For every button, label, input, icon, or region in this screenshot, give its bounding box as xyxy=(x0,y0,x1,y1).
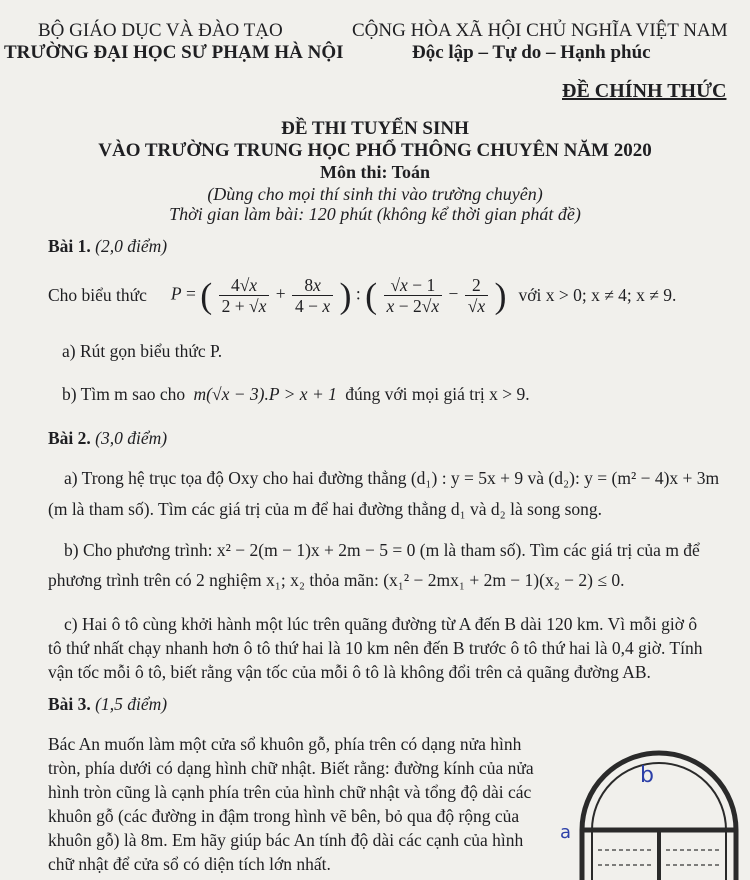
part-b-prefix: b) Tìm m sao cho xyxy=(62,384,186,404)
problem2-part-c-line1: c) Hai ô tô cùng khởi hành một lúc trên quãng đường từ A đến B dài 120 km. Vì mỗi giờ ô xyxy=(64,614,698,634)
problem2-heading xyxy=(48,428,167,449)
problem3-line: chữ nhật để cửa sổ có diện tích lớn nhất. xyxy=(48,854,331,874)
problem2-label: Bài 2. xyxy=(48,428,91,448)
problem1-heading xyxy=(48,236,167,257)
problem2-part-c-line3: vận tốc mỗi ô tô, biết rằng vận tốc của mỗi ô tô là không đổi trên cả quãng đường AB. xyxy=(48,662,651,682)
exam-time: Thời gian làm bài: 120 phút (không kể thời gian phát đề) xyxy=(169,204,581,224)
country-name: CỘNG HÒA XÃ HỘI CHỦ NGHĨA VIỆT NAM xyxy=(352,20,728,41)
official-label: ĐỀ CHÍNH THỨC xyxy=(562,80,727,102)
problem1-conditions: với x > 0; x ≠ 4; x ≠ 9. xyxy=(518,284,677,305)
exam-title: ĐỀ THI TUYỂN SINH xyxy=(281,118,469,139)
problem1-part-a: a) Rút gọn biểu thức P. xyxy=(62,341,223,361)
problem1-label: Bài 1. xyxy=(48,236,91,256)
university-name: TRƯỜNG ĐẠI HỌC SƯ PHẠM HÀ NỘI xyxy=(4,42,344,63)
problem3-line: khuôn gỗ (các đường in đậm trong hình vẽ bên, bỏ qua độ rộng của xyxy=(48,806,520,826)
problem2-part-b-line1: b) Cho phương trình: x² − 2(m − 1)x + 2m − 5 = 0 (m là tham số). Tìm các giá trị của m để xyxy=(64,540,700,560)
national-motto: Độc lập – Tự do – Hạnh phúc xyxy=(412,42,651,63)
part-b-suffix: đúng với mọi giá trị x > 9. xyxy=(345,384,530,404)
exam-subtitle: VÀO TRƯỜNG TRUNG HỌC PHỔ THÔNG CHUYÊN NĂM 2020 xyxy=(98,140,652,161)
expression-P xyxy=(48,270,676,320)
ministry-name: BỘ GIÁO DỤC VÀ ĐÀO TẠO xyxy=(38,20,283,41)
problem3-line: Bác An muốn làm một cửa sổ khuôn gỗ, phía trên có dạng nửa hình xyxy=(48,734,522,754)
problem1-part-b xyxy=(62,384,530,405)
exam-subject: Môn thi: Toán xyxy=(319,162,431,182)
problem2-part-a-line2: (m là tham số). Tìm các giá trị của m để hai đường thẳng d₁ và d₂ là song song. xyxy=(48,499,603,519)
problem2-part-b-line2: phương trình trên có 2 nghiệm x₁; x₂ thỏa mãn: (x₁² − 2mx₁ + 2m − 1)(x₂ − 2) ≤ 0. xyxy=(48,570,625,590)
problem3-points: (1,5 điểm) xyxy=(95,694,168,714)
formula-P: P = ( $\frac{4√x}{2 + √x}$ + $\frac{8x}{4 - x}$ ) : ( $\frac{√x - 1}{x - 2√x}$ − $\frac{2}{√x}$ ) xyxy=(170,274,507,316)
label-a: a xyxy=(560,822,572,843)
problem1-intro: Cho biểu thức xyxy=(48,284,147,305)
problem1-points: (2,0 điểm) xyxy=(95,236,168,256)
problem3-label: Bài 3. xyxy=(48,694,91,714)
label-b: b xyxy=(640,763,654,788)
problem3-line: hình tròn cũng là cạnh phía trên của hình chữ nhật và tổng độ dài các xyxy=(48,782,532,802)
window-figure xyxy=(560,720,750,880)
part-b-expression: m(√x − 3).P > x + 1 xyxy=(193,384,337,404)
problem2-part-c-line2: tô thứ nhất chạy nhanh hơn ô tô thứ hai là 10 km nên đến B trước ô tô thứ hai là 0,4 giờ. Tính xyxy=(48,638,703,658)
problem3-line: tròn, phía dưới có dạng hình chữ nhật. Biết rằng: đường kính của nửa xyxy=(48,758,534,778)
problem3-line: khuôn gỗ) là 8m. Em hãy giúp bác An tính độ dài các cạnh của hình xyxy=(48,830,524,850)
problem3-heading xyxy=(48,694,167,715)
problem2-points: (3,0 điểm) xyxy=(95,428,168,448)
exam-audience: (Dùng cho mọi thí sinh thi vào trường chuyên) xyxy=(207,184,543,204)
problem2-part-a-line1: a) Trong hệ trục tọa độ Oxy cho hai đường thẳng (d₁) : y = 5x + 9 và (d₂): y = (m² − 4)x + 3m xyxy=(64,468,720,488)
